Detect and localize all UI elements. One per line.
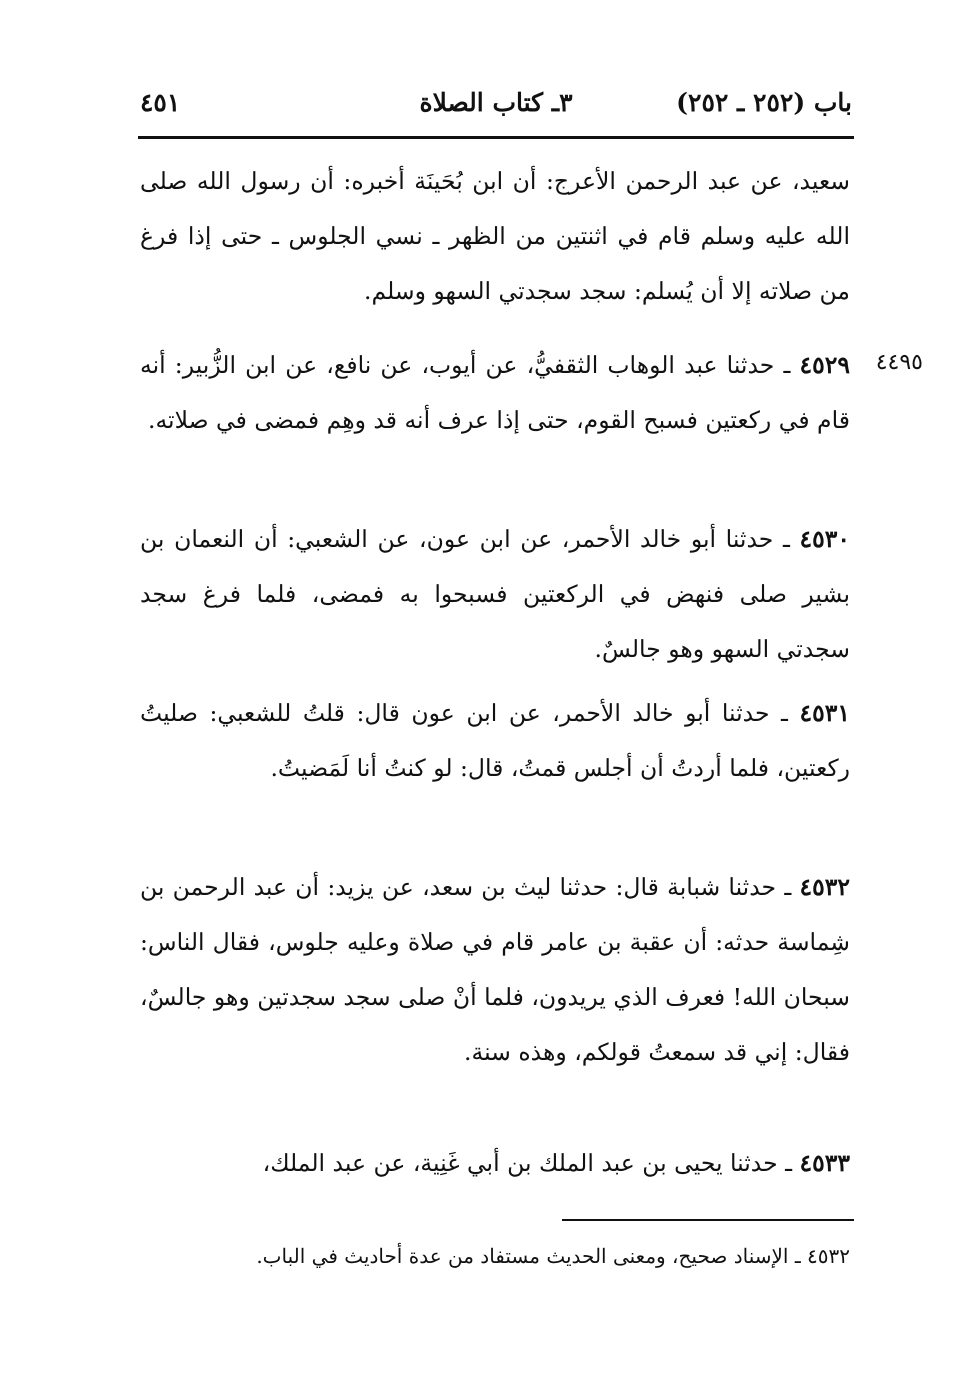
hadith-text: ـ حدثنا يحيى بن عبد الملك بن أبي غَنِية، عن عبد الملك، (262, 1149, 793, 1177)
hadith-number: ٤٥٢٩ (799, 351, 850, 379)
hadith-paragraph (140, 338, 850, 448)
hadith-number: ٤٥٣٣ (799, 1149, 850, 1177)
hadith-text: ـ حدثنا أبو خالد الأحمر، عن ابن عون، عن الشعبي: أن النعمان بن بشير صلى فنهض في الركعتين فسبحوا به فمضى، فلما فرغ سجد سجدتي السهو وهو جالسٌ. (140, 525, 850, 663)
hadith-text: ـ حدثنا عبد الوهاب الثقفيُّ، عن أيوب، عن نافع، عن ابن الزُّبير: أنه قام في ركعتين فسبح القوم، حتى إذا عرف أنه قد وهِم فمضى في صلاته. (140, 351, 850, 434)
hadith-paragraph (140, 1136, 850, 1191)
hadith-text: ـ حدثنا أبو خالد الأحمر، عن ابن عون قال: قلتُ للشعبي: صليتُ ركعتين، فلما أردتُ أن أجلس قمتُ، قال: لو كنتُ أنا لَمَضيتُ. (140, 699, 850, 782)
footnote: ٤٥٣٢ ـ الإسناد صحيح، ومعنى الحديث مستفاد من عدة أحاديث في الباب. (256, 1244, 850, 1268)
page-number: ٤٥١ (140, 88, 181, 117)
hadith-number: ٤٥٣١ (799, 699, 850, 727)
footnote-divider (562, 1219, 854, 1221)
page-header (140, 88, 852, 132)
header-chapter-title: ٣ـ كتاب الصلاة (419, 88, 573, 117)
header-section-title: باب (٢٥٢ ـ ٢٥٢) (676, 88, 852, 117)
intro-paragraph: سعيد، عن عبد الرحمن الأعرج: أن ابن بُحَينَة أخبره: أن رسول الله صلى الله عليه وسلم قام في اثنتين من الظهر ـ نسي الجلوس ـ حتى إذا فرغ من صلاته إلا أن يُسلم: سجد سجدتي السهو وسلم. (140, 167, 850, 305)
hadith-paragraph (140, 512, 850, 677)
header-divider (138, 136, 854, 139)
margin-reference: ٤٤٩٥ (875, 350, 923, 375)
hadith-number: ٤٥٣٢ (799, 873, 850, 901)
hadith-paragraph (140, 686, 850, 796)
hadith-paragraph (140, 860, 850, 1080)
hadith-text: ـ حدثنا شبابة قال: حدثنا ليث بن سعد، عن يزيد: أن عبد الرحمن بن شِماسة حدثه: أن عقبة بن عامر قام في صلاة وعليه جلوس، فقال الناس: سبحان الله! فعرف الذي يريدون، فلما أنْ صلى سجد سجدتين وهو جالسٌ، فقال: إني قد سمعتُ قولكم، وهذه سنة. (140, 873, 850, 1066)
hadith-number: ٤٥٣٠ (799, 525, 850, 553)
